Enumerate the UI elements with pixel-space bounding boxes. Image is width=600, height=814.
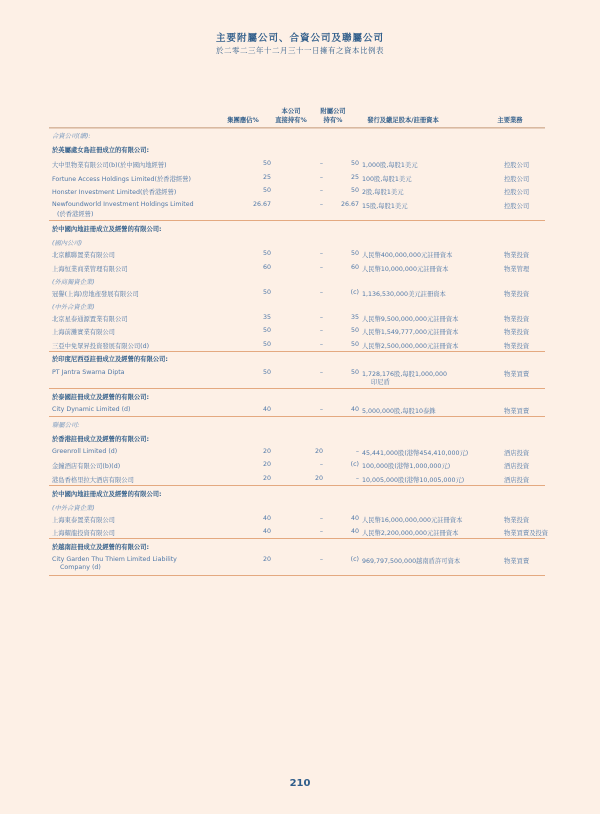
section-heading: 於越南註冊成立及經營的有限公司: — [52, 544, 149, 551]
table-row: 北京星泰通源置業有限公司 35 – 35 人民幣9,500,000,000元註冊資本 物業投資 — [52, 314, 530, 323]
section-divider — [49, 538, 545, 539]
table-row: 三亞中免眾昇投資發展有限公司(d) 50 – 50 人民幣2,500,000,000元註冊資本 物業投資 — [52, 341, 530, 350]
section-heading: 於中國內地註冊成立及經營的有限公司: — [52, 491, 162, 498]
header-group-share: 集團應佔% — [227, 117, 259, 124]
header-subsidiary-l2: 持有% — [323, 117, 343, 124]
table-row: 港島香格里拉大酒店有限公司 20 20 – 10,005,000股(港幣10,005,000元) 酒店投資 — [52, 475, 530, 484]
section-heading: 於英屬處女島註冊成立的有限公司: — [52, 147, 149, 154]
header-subsidiary-l1: 附屬公司 — [320, 108, 346, 115]
section-divider — [49, 388, 545, 389]
table-row: 金鐘酒店有限公司(b)(d) 20 – (c) 100,000股(港幣1,000,000元) 酒店投資 — [52, 461, 530, 470]
section-label: 合資公司(續): — [52, 133, 91, 140]
section-divider — [49, 416, 545, 417]
subsection-label: (國內公司) — [52, 240, 83, 247]
section-heading: 於泰國註冊成立及經營的有限公司: — [52, 394, 149, 401]
section-divider — [49, 351, 545, 352]
table-row: PT Jantra Swarna Dipta 50 – 50 1,728,176股,每股1,000,000 印尼盾 物業買賣 — [52, 369, 530, 386]
table-row: City Dynamic Limited (d) 40 – 40 5,000,000股,每股10泰銖 物業買賣 — [52, 406, 530, 415]
section-heading: 於中國內地註冊成立及經營的有限公司: — [52, 226, 162, 233]
header-company-direct-l2: 直接持有% — [275, 117, 307, 124]
subsection-label: (中外合資企業) — [52, 505, 95, 512]
section-heading: 於香港註冊成立及經營的有限公司: — [52, 436, 149, 443]
section-heading: 於印度尼西亞註冊成立及經營的有限公司: — [52, 356, 168, 363]
page-number: 210 — [289, 778, 311, 789]
section-divider — [49, 485, 545, 486]
section-divider — [49, 220, 545, 221]
page-subtitle: 於二零二三年十二月三十一日擁有之資本比例表 — [216, 46, 384, 55]
table-row: Newfoundworld Investment Holdings Limited (於香港經營) 26.67 – 26.67 15股,每股1美元 控股公司 — [52, 201, 530, 218]
section-label: 聯屬公司: — [52, 422, 80, 429]
table-row: 上海耀龍投資有限公司 40 – 40 人民幣2,200,000,000元註冊資本 物業買賣及投資 — [52, 528, 549, 537]
table-row: Fortune Access Holdings Limited(於香港經營) 25 – 25 100股,每股1美元 控股公司 — [52, 174, 530, 183]
header-subsidiary — [308, 107, 358, 125]
header-divider — [49, 127, 545, 128]
header-company-direct-l1: 本公司 — [281, 108, 301, 115]
table-row: City Garden Thu Thiem Limited Liability Company (d) 20 – (c) 969,797,500,000越南盾許可資本 物業買賣 — [52, 556, 530, 571]
header-activity: 主要業務 — [497, 117, 523, 124]
table-row: 上海恒業商業管理有限公司 60 – 60 人民幣10,000,000元註冊資本 物業管理 — [52, 264, 530, 273]
header-capital: 發行及繳足股本/註冊資本 — [367, 117, 439, 124]
page-title: 主要附屬公司、合資公司及聯屬公司 — [215, 33, 384, 44]
table-row: Honster Investment Limited(於香港經營) 50 – 50 2股,每股1美元 控股公司 — [52, 187, 530, 196]
table-row: 北京麒聯置業有限公司 50 – 50 人民幣400,000,000元註冊資本 物業投資 — [52, 250, 530, 259]
table-row: 冠譽(上海)房地產發展有限公司 50 – (c) 1,136,530,000美元註冊資本 物業投資 — [52, 289, 530, 298]
subsection-label: (中外合資企業) — [52, 304, 95, 311]
section-divider — [49, 575, 545, 576]
table-row: 上海東泰置業有限公司 40 – 40 人民幣16,000,000,000元註冊資本 物業投資 — [52, 515, 530, 524]
table-row: 上海前灘實業有限公司 50 – 50 人民幣1,549,777,000元註冊資本 物業投資 — [52, 327, 530, 336]
table-row: Greenroll Limited (d) 20 20 – 45,441,000股(港幣454,410,000元) 酒店投資 — [52, 448, 530, 457]
table-row: 大中里物業有限公司(b)(於中國內地經營) 50 – 50 1,000股,每股1美元 控股公司 — [52, 160, 530, 169]
subsection-label: (外商獨資企業) — [52, 279, 95, 286]
